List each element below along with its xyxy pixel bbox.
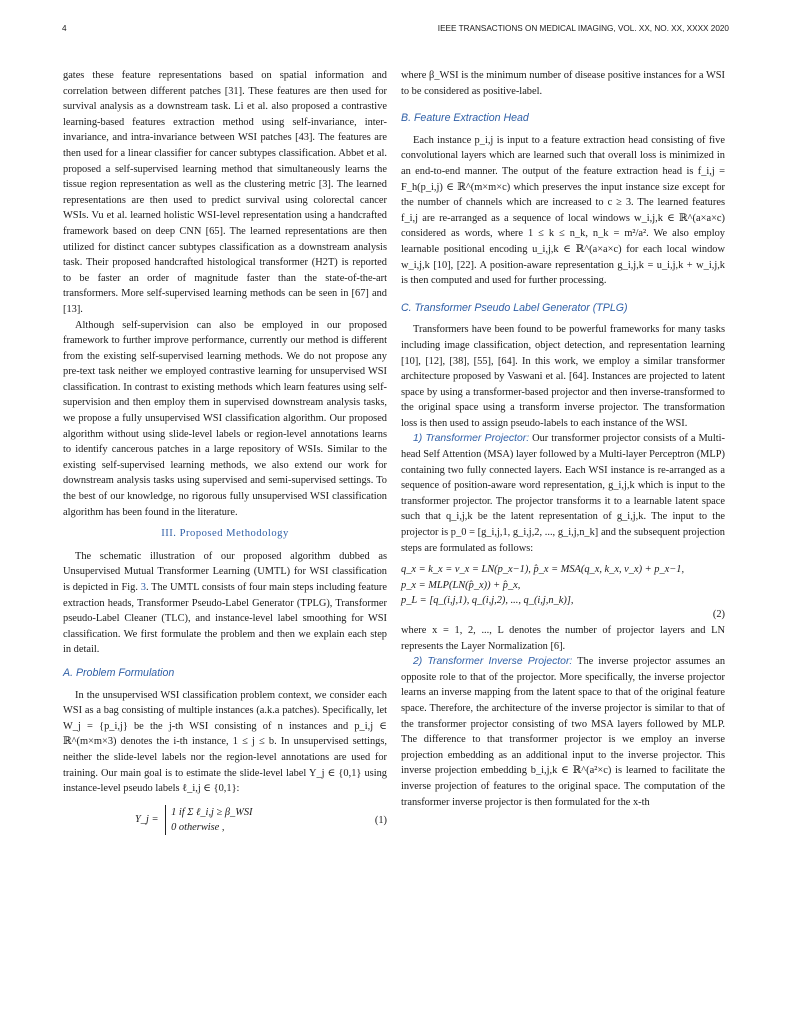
eq1-case-1: 1 if Σ ℓ_i,j ≥ β_WSI	[171, 806, 253, 818]
subsubsection-title-inverse-projector: 2) Transformer Inverse Projector:	[413, 656, 573, 668]
para3-text-before: The schematic illustration of our proposed algorithm dubbed as Unsupervised Mutual Transformer Learning (UMTL) for WSI classification is depicted in Fig.	[63, 550, 387, 593]
inverse-projector-text: The inverse projector assumes an opposite role to that of the projector. More specifically, the inverse projector learns an inverse mapping from the latent space to that of the original feature space. Therefore, the architecture of the inverse projector is similar to that of the transformer projector consisting of two MSA layers followed by MLP. The difference to that transformer projector is we employ an inverse projection embedding as an additional input to the inverse projector. This inverse projection embedding b_i,j,k ∈ ℝ^(a²×c) is learned to facilitate the inverse projection of features to the original space. The computation of the transformer inverse projector is then formulated for the x-th	[401, 656, 726, 808]
eq2-line-2: p_x = MLP(LN(p̂_x)) + p̂_x,	[401, 579, 521, 591]
eq1-number: (1)	[374, 814, 387, 826]
right-paragraph-2: Each instance p_i,j is input to a feature extraction head consisting of five convolutional layers which are learned such that overall loss is minimized in an end-to-end manner. The output of the feature extraction head is f_i,j = F_h(p_i,j) ∈ ℝ^(m×m×c) which preserves the input instance size except for the number of channels which are increased to c ≥ 3. The learned features f_i,j are re-arranged as a sequence of local windows w_i,j,k ∈ ℝ^(a×a×c) considered as words, where 1 ≤ k ≤ n_k, n_k = m²/a². We also employ learnable positional encoding u_i,j,k ∈ ℝ^(a×a×c) for each local window w_i,j,k [10], [22]. A position-aware representation g_i,j,k = u_i,j,k + w_i,j,k is then computed and used for further processing.	[401, 134, 725, 287]
subsection-title-feature-extraction: B. Feature Extraction Head	[401, 112, 529, 125]
subsection-title-problem-formulation: A. Problem Formulation	[63, 666, 175, 679]
right-paragraph-1: where β_WSI is the minimum number of disease positive instances for a WSI to be considered as positive-label.	[401, 70, 725, 97]
eq2-line-3: p_L = [q_(i,j,1), q_(i,j,2), ..., q_(i,j,n_k)],	[401, 595, 574, 607]
left-column	[63, 68, 387, 841]
figure-reference-link[interactable]: 3	[140, 582, 146, 593]
journal-header: IEEE TRANSACTIONS ON MEDICAL IMAGING, VOL. XX, NO. XX, XXXX 2020	[437, 24, 729, 33]
para3-text-after: . The UMTL consists of four main steps including feature extraction heads, Transformer Pseudo-Label Generator (TPLG), Transformer pseudo-Label Cleaner (TLC), and instance-level label smoothing for WSI classification. We first formulate the problem and then we explain each step in detail.	[63, 582, 387, 656]
right-paragraph-4: where x = 1, 2, ..., L denotes the number of projector layers and LN represents the Layer Normalization [6].	[401, 625, 725, 652]
right-paragraph-inverse-projector	[401, 654, 725, 810]
left-paragraph-3	[63, 549, 387, 658]
eq1-cases	[165, 805, 252, 835]
left-paragraph-2: Although self-supervision can also be employed in our proposed framework to further improve performance, currently our method is different from the existing self-supervised learning methods. We do not propose any pre-text task neither we employed contrastive learning for unsupervised WSI classification. In contrast to existing methods which learn features using self-supervision and then employ them in supervised downstream analysis tasks, we propose a fully unsupervised WSI classification algorithm. Our proposed algorithm without using slide-level labels or region-level annotations learns to identify cancerous patches in a large repository of WSIs. Similar to the existing self-supervised learning methods, we also extend our work for downstream analysis tasks using supervised and semi-supervised settings. To the best of our knowledge, no rigorous fully unsupervised WSI classification algorithm has been found in the literature.	[63, 319, 387, 518]
subsection-title-tplg: C. Transformer Pseudo Label Generator (TPLG)	[401, 301, 628, 314]
eq2-line-1: q_x = k_x = v_x = LN(p_x−1), p̂_x = MSA(q_x, k_x, v_x) + p_x−1,	[401, 564, 685, 576]
equation-2	[401, 562, 725, 621]
section-title-methodology: III. Proposed Methodology	[161, 528, 289, 540]
right-column	[401, 68, 725, 810]
left-paragraph-4: In the unsupervised WSI classification problem context, we consider each WSI as a bag consisting of multiple instances (a.k.a patches). Specifically, let W_j = {p_i,j} be the j-th WSI consisting of n instances and p_i,j ∈ ℝ^(m×m×3) denotes the i-th instance, 1 ≤ j ≤ b. In unsupervised settings, neither the slide-level labels nor the region-level annotations are used for training. Our main goal is to estimate the slide-level label Y_j ∈ {0,1} using instance-level pseudo labels ℓ_i,j ∈ {0,1}:	[63, 689, 387, 795]
page-number: 4	[62, 24, 67, 33]
equation-1	[63, 805, 387, 835]
left-paragraph-1: gates these feature representations based on spatial information and correlation between different patches [31]. These features are then used for survival analysis as a downstream task. Li et al. also proposed a contrastive learning-based features extraction method using self-invariance, inter-invariance, and intra-invariance between WSI patches [43]. The features are then used for a linear classifier for cancer subtypes classification. Abbet et al. proposed a self-supervised learning method that simultaneously learns the tissue region representation as well as the clustering metric [3]. The learned representations are then used to predict survival using colorectal cancer WSIs. Vu et al. learned holistic WSI-level representation using a handcrafted framework based on deep CNN [65]. The learned representations are then utilized for distinct cancer subtypes classification as a downstream analysis task. Their proposed handcrafted histological transformer (H2T) is reported to be faster an order of magnitude faster than the state-of-the-art transformers. More self-supervised learning methods can be seen in [67] and [13].	[63, 70, 387, 315]
eq2-number: (2)	[712, 609, 725, 621]
page-header	[62, 24, 729, 38]
projector-text: Our transformer projector consists of a Multi-head Self Attention (MSA) layer followed by a Multi-layer Perceptron (MLP) containing two fully connected layers. Each WSI instance is re-arranged as a sequence of position-aware word representation, g_i,j,k which is input to the transformer projector. The projector transforms it to a learnable latent space such that q_i,j,k be the latent representation of g_i,j,k. The input to the projector is p_0 = [g_i,j,1, g_i,j,2, ..., g_i,j,n_k] and the subsequent projection steps are formulated as follows:	[401, 433, 725, 554]
eq1-case-2: 0 otherwise ,	[171, 821, 225, 833]
subsubsection-title-projector: 1) Transformer Projector:	[413, 433, 530, 445]
right-paragraph-3: Transformers have been found to be powerful frameworks for many tasks including image classification, object detection, and representation learning [10], [12], [38], [55], [64]. In this work, we employ a similar transformer architecture proposed by Vaswani et al. [64]. Instances are projected to latent space by using a transformer-based projector and then inverse-transformed to the original space using a transform inverse projector. The transformation loss is then used to assign pseudo-labels to each instance of the WSI.	[401, 324, 725, 429]
eq1-lhs: Y_j =	[135, 813, 159, 825]
right-paragraph-transformer-projector	[401, 431, 725, 556]
